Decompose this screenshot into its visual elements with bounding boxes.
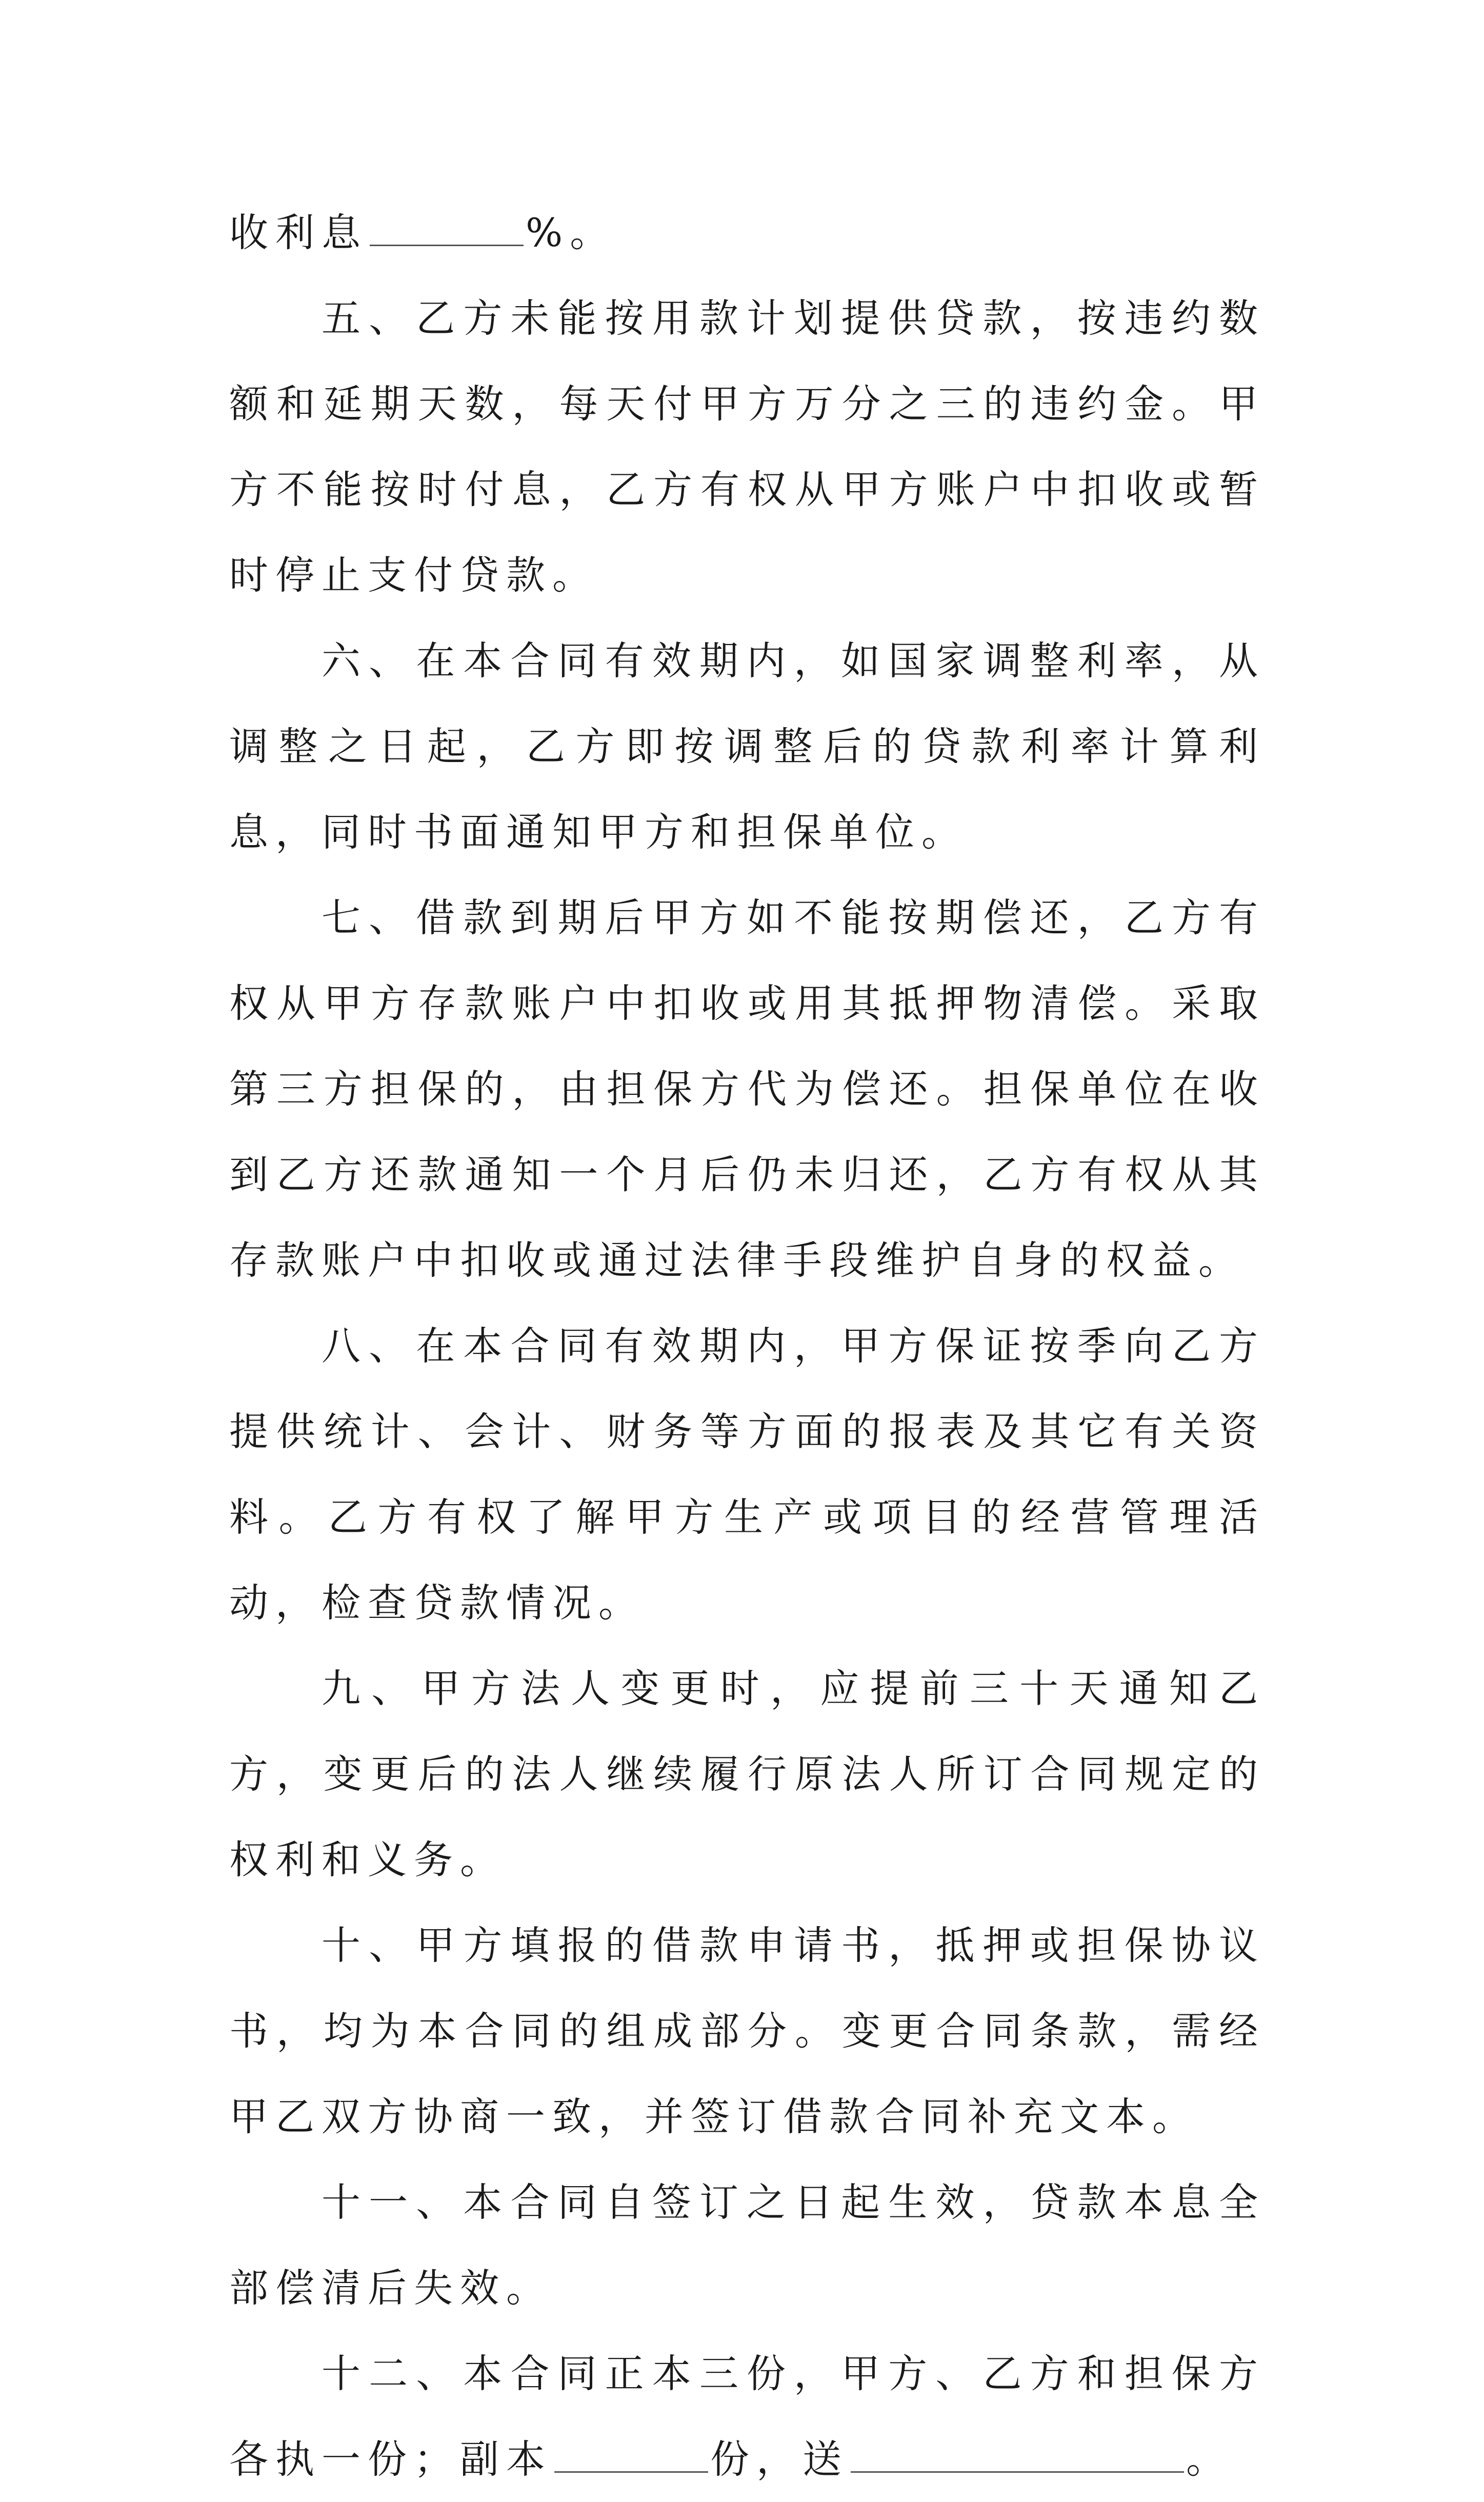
document-body <box>229 190 1265 2502</box>
clause-8: 八、在本合同有效期内，甲方保证按季向乙方提供统计、会计、财务等方面的报表及其它有关资料。乙方有权了解甲方生产或项目的经营管理活动，检查贷款情况。 <box>229 1323 1265 1626</box>
clause-5: 五、乙方未能按用款计划提供贷款，按违约数额和延期天数，每天付甲方万分之三的违约金。甲方不能按时付息，乙方有权从甲方账户中扣收或暂时停止支付贷款。 <box>229 295 1265 598</box>
clause-12 <box>229 2331 1265 2502</box>
copies-count-blank <box>554 2430 708 2473</box>
copies-recipient-blank <box>851 2430 1184 2473</box>
copies-send-label: 份，送 <box>710 2436 849 2482</box>
interest-text-before: 收利息 <box>229 210 368 255</box>
clause-6: 六、在本合同有效期内，如国家调整利率，从调整之日起，乙方即按调整后的贷款利率计算利息，同时书面通知甲方和担保单位。 <box>229 638 1265 855</box>
clause-12-line1: 十二、本合同正本三份，甲方、乙方和担保方各执一份； <box>229 2351 1265 2482</box>
clause-12-end: 。 <box>1186 2436 1232 2482</box>
copies-label: 副本 <box>460 2436 552 2482</box>
interest-rate-blank <box>370 204 524 246</box>
clause-7: 七、借款到期后甲方如不能按期偿还，乙方有权从甲方存款账户中扣收或用其抵押物清偿。采取第三方担保的，由担保方代为偿还。担保单位在收到乙方还款通知一个月后仍未归还，乙方有权从其存款账户中扣收或通过法律手段维护自身的权益。 <box>229 895 1265 1283</box>
interest-text-after: %。 <box>526 210 616 255</box>
paragraph-interest <box>229 190 1265 275</box>
clause-9: 九、甲方法人变更时，应提前三十天通知乙方，变更后的法人继续履行原法人所订合同规定的权利和义务。 <box>229 1666 1265 1883</box>
clause-10: 十、甲方填报的借款申请书，抵押或担保协议书，均为本合同的组成部分。变更合同条款，需经甲乙双方协商一致，并签订借款合同补充文本。 <box>229 1923 1265 2139</box>
clause-11: 十一、本合同自签订之日起生效，贷款本息全部偿清后失效。 <box>229 2179 1265 2311</box>
